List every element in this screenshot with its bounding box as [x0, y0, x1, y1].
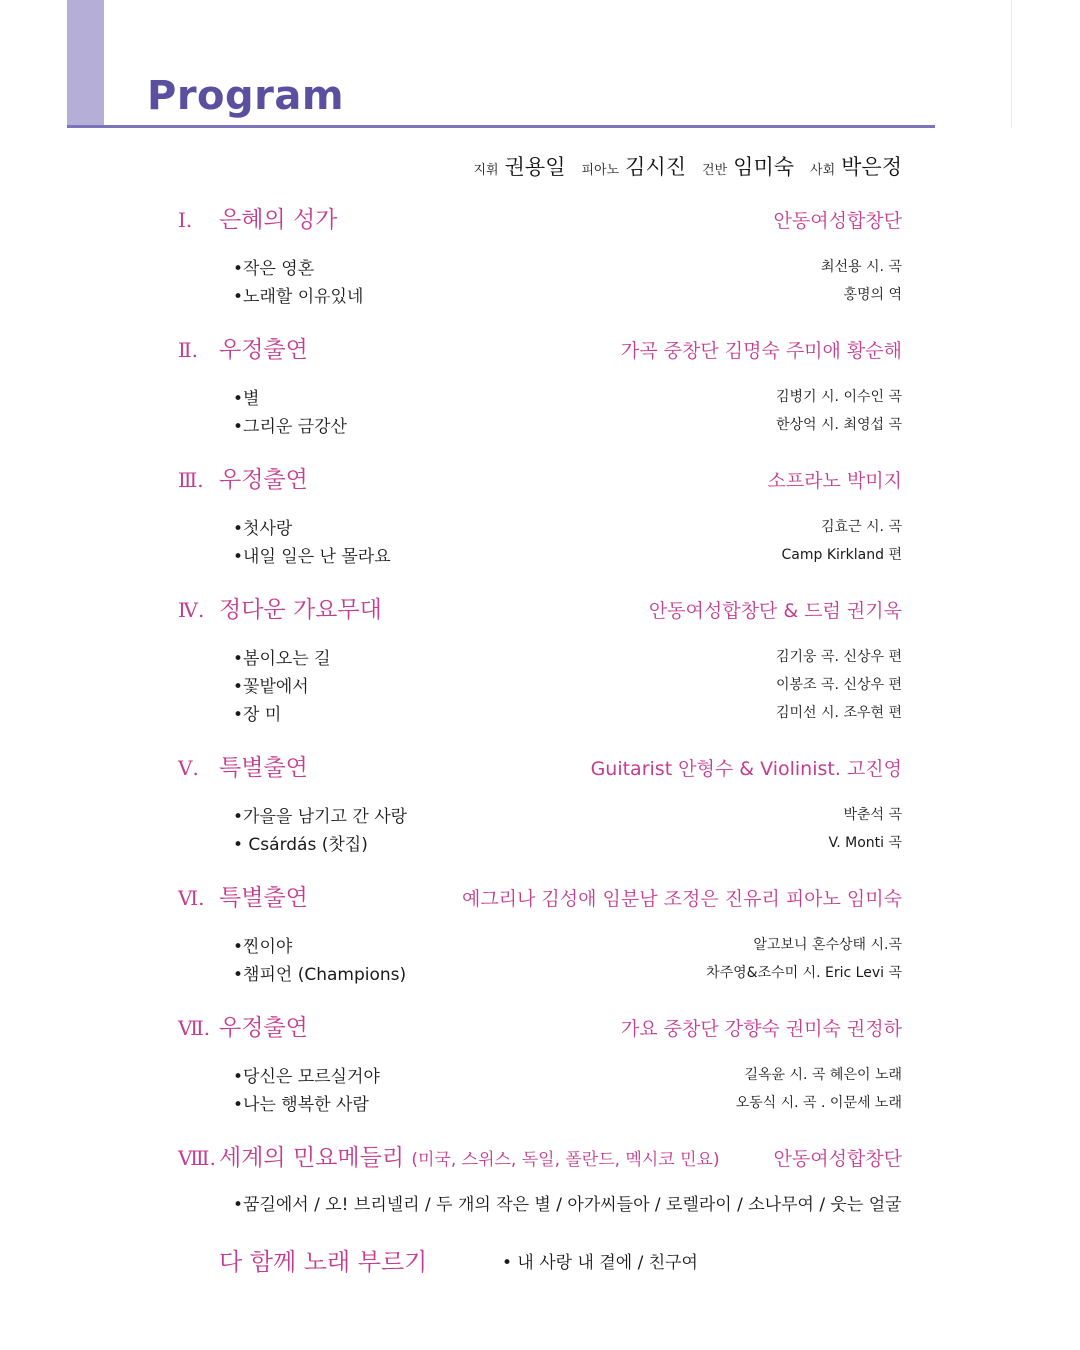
section-performer: 가요 중창단 강향숙 권미숙 권정하 — [620, 1018, 902, 1040]
item-title: •내일 일은 난 몰라요 — [233, 547, 391, 567]
section-header — [0, 334, 1080, 370]
item-credit: 최선용 시. 곡 — [821, 259, 902, 275]
item-credit: Camp Kirkland 편 — [781, 547, 902, 563]
item-credit: 홍명의 역 — [843, 287, 902, 303]
section-performer: 안동여성합창단 & 드럼 권기욱 — [648, 600, 902, 622]
section-header — [0, 752, 1080, 788]
section-performer: Guitarist 안형수 & Violinist. 고진영 — [590, 758, 902, 780]
credit-conductor — [474, 151, 566, 181]
program-item — [0, 1088, 1080, 1116]
title-underline — [67, 125, 935, 128]
credit-role: 피아노 — [581, 163, 620, 178]
item-credit: 이봉조 곡. 신상우 편 — [776, 677, 902, 693]
page-title: Program — [147, 73, 345, 119]
medley-subtitle: (미국, 스위스, 독일, 폴란드, 멕시코 민요) — [411, 1150, 720, 1170]
performers-credits — [458, 151, 903, 185]
section-header — [0, 882, 1080, 918]
credit-keyboard — [702, 151, 794, 181]
item-title: •당신은 모르실거야 — [233, 1067, 380, 1087]
page-edge-line — [1011, 0, 1012, 128]
item-credit: 차주영&조수미 시. Eric Levi 곡 — [706, 965, 902, 981]
item-title: •그리운 금강산 — [233, 417, 347, 437]
credit-name: 박은정 — [841, 155, 902, 179]
program-section-2 — [0, 334, 1080, 438]
item-title: •작은 영혼 — [233, 259, 315, 279]
section-title: 우정출연 — [219, 467, 308, 493]
program-item — [0, 642, 1080, 670]
item-credit: V. Monti 곡 — [828, 835, 902, 851]
program-section-1 — [0, 204, 1080, 308]
section-numeral: Ⅷ. — [178, 1146, 216, 1170]
program-item — [0, 958, 1080, 986]
section-performer: 예그리나 김성애 임분남 조정은 진유리 피아노 임미숙 — [461, 888, 902, 910]
item-title: •찐이야 — [233, 937, 293, 957]
credit-role: 사회 — [810, 163, 836, 178]
program-item — [0, 698, 1080, 726]
medley-songs — [0, 1186, 1080, 1218]
section-performer: 안동여성합창단 — [773, 210, 902, 232]
section-header — [0, 594, 1080, 630]
credit-role: 지휘 — [473, 163, 499, 178]
item-title: • Csárdás (찻집) — [233, 835, 368, 855]
section-performer: 안동여성합창단 — [773, 1148, 902, 1170]
credit-name: 임미숙 — [733, 155, 795, 179]
program-item — [0, 382, 1080, 410]
program-section-4 — [0, 594, 1080, 726]
program-item — [0, 252, 1080, 280]
program-item — [0, 410, 1080, 438]
section-numeral: Ⅳ. — [178, 598, 205, 622]
section-header — [0, 464, 1080, 500]
program-section-6 — [0, 882, 1080, 986]
singalong-title: 다 함께 노래 부르기 — [219, 1248, 428, 1276]
program-item — [0, 540, 1080, 568]
program-item — [0, 1060, 1080, 1088]
item-credit: 한상억 시. 최영섭 곡 — [776, 417, 902, 433]
medley-song-list: •꿈길에서 / 오! 브리넬리 / 두 개의 작은 별 / 아가씨들아 / 로렐라이 / 소나무여 / 웃는 얼굴 — [233, 1195, 902, 1215]
section-header — [0, 1012, 1080, 1048]
program-item — [0, 280, 1080, 308]
section-title — [219, 1142, 720, 1176]
program-section-3 — [0, 464, 1080, 568]
program-section-5 — [0, 752, 1080, 856]
section-title: 특별출연 — [219, 755, 308, 781]
item-title: •장 미 — [233, 705, 282, 725]
program-section-7 — [0, 1012, 1080, 1116]
credit-name: 권용일 — [504, 155, 566, 179]
section-performer: 소프라노 박미지 — [767, 470, 902, 492]
credit-mc — [810, 151, 902, 181]
item-title: •나는 행복한 사람 — [233, 1095, 369, 1115]
item-title: •노래할 이유있네 — [233, 287, 364, 307]
credit-role: 건반 — [702, 163, 728, 178]
section-numeral: Ⅰ. — [178, 208, 193, 232]
item-credit: 김병기 시. 이수인 곡 — [776, 389, 902, 405]
item-credit: 김효근 시. 곡 — [821, 519, 902, 535]
item-credit: 길옥윤 시. 곡 혜은이 노래 — [744, 1067, 902, 1083]
program-item — [0, 800, 1080, 828]
section-header — [0, 204, 1080, 240]
section-title: 은혜의 성가 — [219, 207, 338, 233]
item-credit: 오동식 시. 곡 . 이문세 노래 — [735, 1095, 902, 1111]
item-title: •별 — [233, 389, 260, 409]
program-item — [0, 930, 1080, 958]
item-title: •봄이오는 길 — [233, 649, 331, 669]
section-performer: 가곡 중창단 김명숙 주미애 황순해 — [620, 340, 902, 362]
section-numeral: Ⅱ. — [178, 338, 198, 362]
section-numeral: Ⅲ. — [178, 468, 204, 492]
program-section-8 — [0, 1142, 1080, 1218]
section-title: 우정출연 — [219, 337, 308, 363]
program-item — [0, 670, 1080, 698]
section-title: 우정출연 — [219, 1015, 308, 1041]
section-title: 특별출연 — [219, 885, 308, 911]
singalong-songs: • 내 사랑 내 곁에 / 친구여 — [502, 1253, 698, 1273]
item-title: •챔피언 (Champions) — [233, 965, 407, 985]
item-title: •꽃밭에서 — [233, 677, 309, 697]
credit-piano — [581, 151, 686, 181]
section-numeral: Ⅴ. — [178, 756, 199, 780]
item-title: •첫사랑 — [233, 519, 293, 539]
program-item — [0, 828, 1080, 856]
singalong-section — [0, 1242, 1080, 1282]
program-item — [0, 512, 1080, 540]
item-credit: 알고보니 혼수상태 시.곡 — [753, 937, 902, 953]
section-header — [0, 1142, 1080, 1178]
section-numeral: Ⅶ. — [178, 1016, 211, 1040]
section-numeral: Ⅵ. — [178, 886, 205, 910]
item-credit: 박춘석 곡 — [843, 807, 902, 823]
section-title: 정다운 가요무대 — [219, 597, 382, 623]
item-title: •가을을 남기고 간 사랑 — [233, 807, 408, 827]
credit-name: 김시진 — [625, 155, 687, 179]
decorative-side-bar — [67, 0, 104, 126]
medley-title: 세계의 민요메들리 — [219, 1145, 405, 1171]
item-credit: 김기웅 곡. 신상우 편 — [776, 649, 902, 665]
item-credit: 김미선 시. 조우현 편 — [776, 705, 902, 721]
